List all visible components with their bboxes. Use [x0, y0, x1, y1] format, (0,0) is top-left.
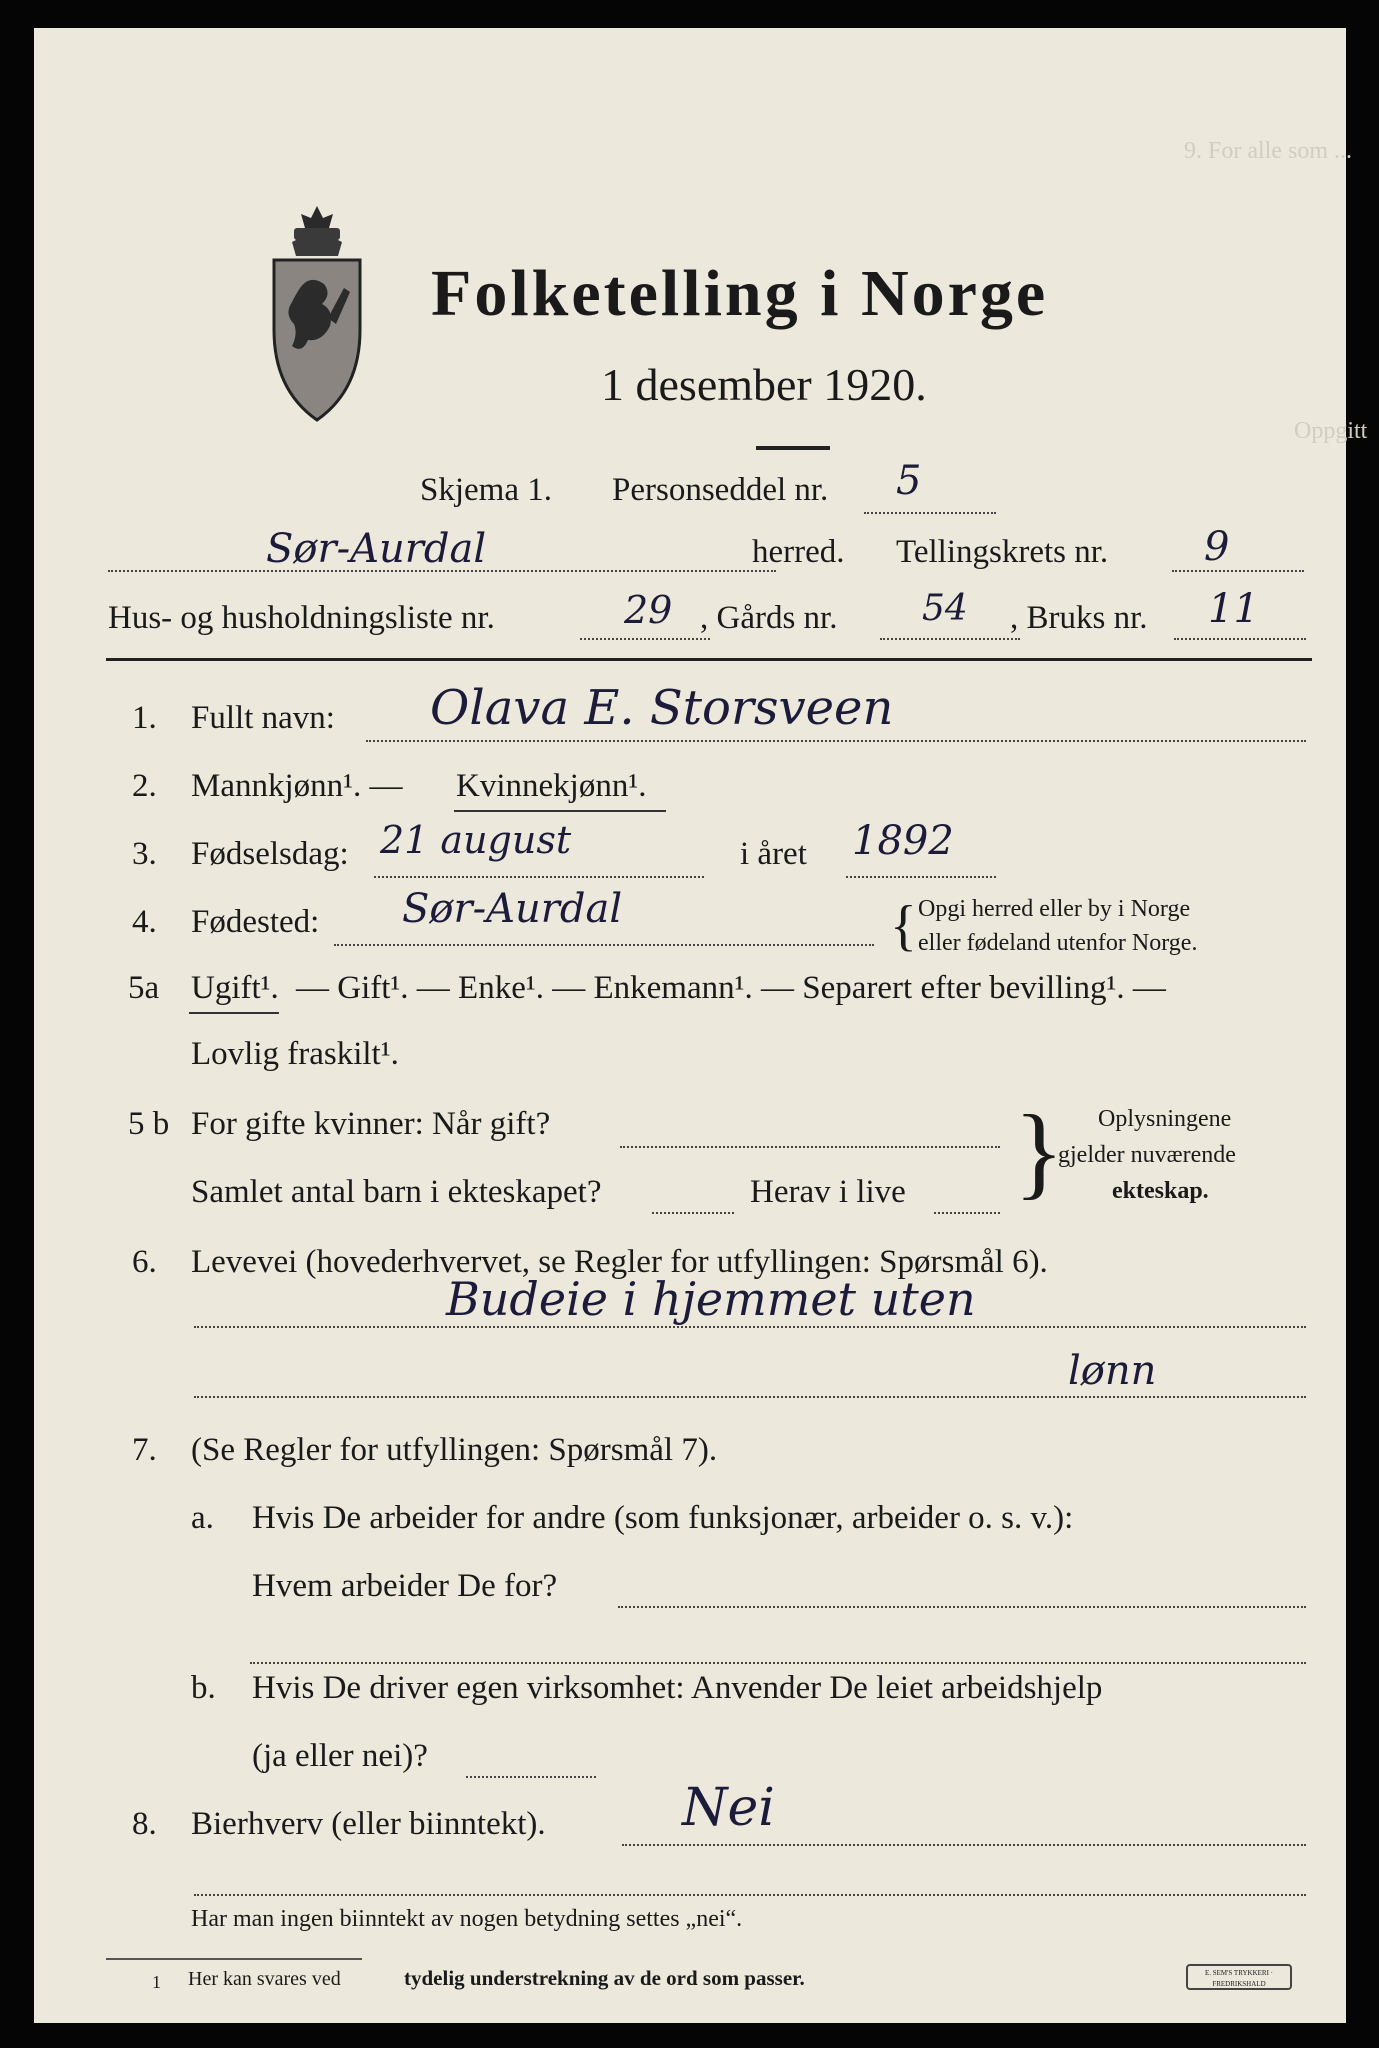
footnote-number: 1 [152, 1972, 161, 1992]
tellingskrets-value: 9 [1204, 524, 1230, 570]
q4-value: Sør-Aurdal [402, 886, 623, 932]
q3-line [374, 876, 704, 878]
q5b-note-3: ekteskap. [1112, 1178, 1209, 1204]
q8-value: Nei [682, 1778, 775, 1838]
q3-year-value: 1892 [852, 818, 954, 864]
personseddel-line [864, 512, 996, 514]
q3-number: 3. [132, 836, 157, 872]
q6-number: 6. [132, 1244, 157, 1280]
q3-year-label: i året [740, 836, 807, 872]
q8-number: 8. [132, 1806, 157, 1842]
q2-option-male: Mannkjønn¹. — [191, 768, 403, 804]
q3-year-line [846, 876, 996, 878]
q5b-number: 5 b [128, 1106, 170, 1142]
q5b-brace: } [1014, 1094, 1064, 1209]
q2-underline [454, 810, 666, 812]
footnote-bold: tydelig understrekning av de ord som passer. [404, 1966, 805, 1990]
q7b-line [466, 1776, 596, 1778]
q5b-note-1: Oplysningene [1098, 1106, 1232, 1132]
personseddel-value: 5 [896, 458, 922, 504]
personseddel-label: Personseddel nr. [612, 472, 829, 508]
q7-label: (Se Regler for utfyllingen: Spørsmål 7). [191, 1432, 718, 1468]
hus-value: 29 [624, 588, 673, 632]
hus-line [580, 638, 710, 640]
q1-line [366, 740, 1306, 742]
q5a-number: 5a [128, 970, 160, 1006]
q3-label: Fødselsdag: [191, 836, 349, 872]
bruks-line [1174, 638, 1306, 640]
q5b-children-line [652, 1212, 734, 1214]
hus-label: Hus- og husholdningsliste nr. [108, 600, 495, 636]
q7a-question: Hvem arbeider De for? [252, 1568, 558, 1604]
q4-line [334, 944, 874, 946]
tellingskrets-label: Tellingskrets nr. [896, 534, 1109, 570]
gards-line [880, 638, 1020, 640]
q3-value: 21 august [380, 818, 572, 862]
q4-label: Fødested: [191, 904, 320, 940]
q8-label: Bierhverv (eller biinntekt). [191, 1806, 546, 1842]
gards-label: , Gårds nr. [700, 600, 838, 636]
q7b-question: (ja eller nei)? [252, 1738, 428, 1774]
q5a-option-fraskilt: Lovlig fraskilt¹. [191, 1036, 399, 1072]
gards-value: 54 [922, 588, 968, 629]
norwegian-coat-of-arms-icon [262, 198, 372, 433]
q8-line [622, 1844, 1306, 1846]
q7a-line-2 [250, 1662, 1306, 1664]
q5b-note-2: gjelder nuværende [1058, 1142, 1236, 1168]
tellingskrets-line [1172, 570, 1304, 572]
q7-number: 7. [132, 1432, 157, 1468]
q1-number: 1. [132, 700, 157, 736]
q7a-number: a. [191, 1500, 214, 1536]
census-form: 9. For alle som ... Oppgitt Folketelling i Norge 1 desember 1920. Skjema 1. Personseddel nr. 5 Sør-Aurdal herred. Tellingskrets nr. 9 Hus- og husholdningsliste nr. 29 , Gårds nr. 54 , Bruks nr. 11 1. Fullt navn: Olava E. Storsveen 2. Mannkjønn¹. — Kvinnekjønn¹. 3. Fødselsdag: 21 august i året 1892 4. Fødested: Sør-Aurdal { Opgi herred eller by i Norge eller fødeland utenfor Norge. 5a Ugift¹. — Gift¹. — Enke¹. — Enkemann¹. — Separert efter bevilling¹. — Lovlig fraskilt¹. 5 b For gifte kvinner: Når gift? Samlet antal barn i ekteskapet? Herav i live } Oplysningene gjelder nuværende ekteskap. 6. Levevei (hovederhvervet, se Regler for utfyllingen: Spørsmål 6). Budeie i hjemmet uten lønn 7. (Se Regler for utfyllingen: Spørsmål 7). a. Hvis De arbeider for andre (som funksjonær, arbeider o. s. v.): Hvem arbeider De for? b. Hvis De driver egen virksomhet: Anvender De leiet arbeidshjelp (ja eller nei)? 8. Bierhverv (eller biinntekt). Nei Har man ingen biinntekt av nogen betydning settes „nei“. 1 Her kan svares ved tydelig understrekning av de ord som passer. E. SEM'S TRYKKERI · FREDRIKSHALD [34, 28, 1346, 2023]
q7b-text: Hvis De driver egen virksomhet: Anvender De leiet arbeidshjelp [252, 1670, 1103, 1706]
q7b-number: b. [191, 1670, 216, 1706]
q4-note-1: Opgi herred eller by i Norge [918, 896, 1191, 922]
q2-number: 2. [132, 768, 157, 804]
section-divider [106, 658, 1312, 661]
q2-option-female: Kvinnekjønn¹. [456, 768, 647, 804]
q5b-married-line [620, 1146, 1000, 1148]
footer-note: Har man ingen biinntekt av nogen betydning settes „nei“. [191, 1906, 743, 1932]
herred-value: Sør-Aurdal [266, 526, 487, 572]
q5a-options: — Gift¹. — Enke¹. — Enkemann¹. — Separert efter bevilling¹. — [296, 970, 1166, 1006]
q5b-children-label: Samlet antal barn i ekteskapet? [191, 1174, 602, 1210]
footnote-rule [106, 1958, 362, 1960]
q5b-alive-label: Herav i live [750, 1174, 906, 1210]
q6-value-2: lønn [1068, 1348, 1157, 1394]
q1-label: Fullt navn: [191, 700, 335, 736]
q6-value-1: Budeie i hjemmet uten [446, 1272, 976, 1326]
herred-label: herred. [752, 534, 845, 570]
printer-stamp-text: E. SEM'S TRYKKERI · FREDRIKSHALD [1204, 1969, 1274, 1988]
q5a-underline [189, 1012, 279, 1014]
q5b-line1: For gifte kvinner: Når gift? [191, 1106, 551, 1142]
q7a-line-1 [618, 1606, 1306, 1608]
q4-brace: { [890, 895, 917, 957]
form-title: Folketelling i Norge [431, 257, 1049, 330]
title-divider [756, 446, 830, 450]
q6-line-2 [194, 1396, 1306, 1398]
q6-line-1 [194, 1326, 1306, 1328]
schema-label: Skjema 1. [420, 472, 552, 508]
q5b-alive-line [934, 1212, 1000, 1214]
q5a-option-ugift: Ugift¹. [191, 970, 279, 1006]
q7a-text: Hvis De arbeider for andre (som funksjonær, arbeider o. s. v.): [252, 1500, 1074, 1536]
q4-number: 4. [132, 904, 157, 940]
bruks-value: 11 [1208, 586, 1259, 632]
q1-value: Olava E. Storsveen [430, 680, 894, 736]
form-date: 1 desember 1920. [601, 359, 927, 410]
q4-note-2: eller fødeland utenfor Norge. [918, 930, 1198, 956]
footnote-text: Her kan svares ved [188, 1968, 341, 1990]
bruks-label: , Bruks nr. [1010, 600, 1148, 636]
q6-label: Levevei (hovederhvervet, se Regler for utfyllingen: Spørsmål 6). [191, 1244, 1048, 1280]
printer-stamp [1186, 1964, 1292, 1990]
q8-line-2 [194, 1894, 1306, 1896]
